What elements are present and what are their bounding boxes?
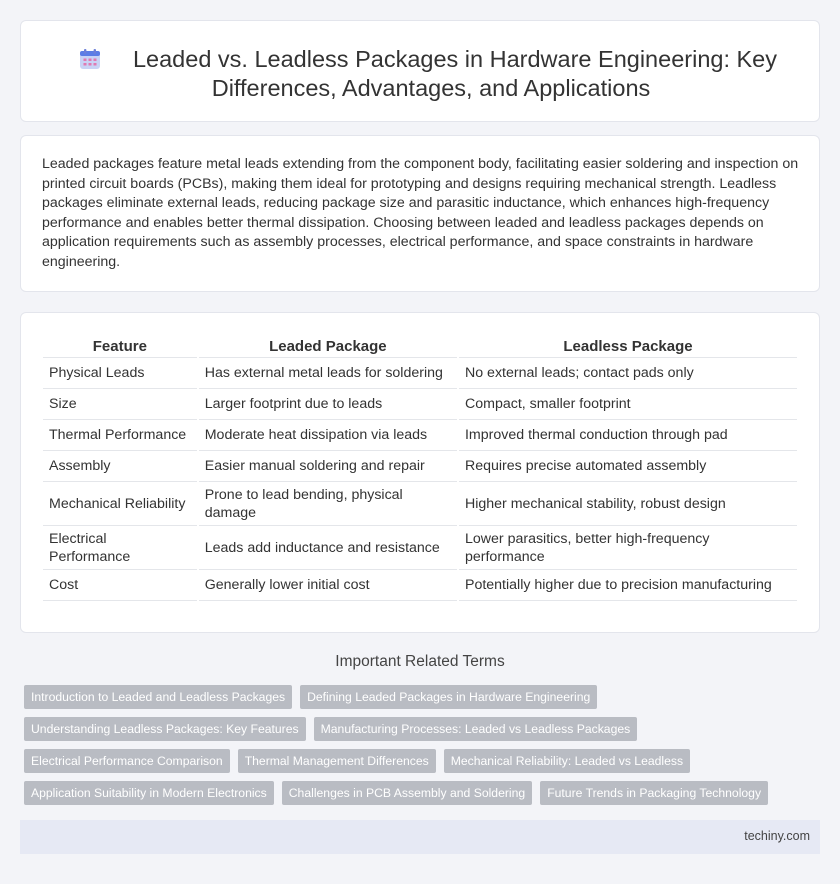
cell-leadless: Higher mechanical stability, robust design [459,482,797,526]
table-header-row [43,334,797,358]
cell-leaded: Generally lower initial cost [199,570,457,601]
related-tag[interactable]: Application Suitability in Modern Electronics [24,781,274,805]
table-row [43,526,797,570]
related-tag[interactable]: Understanding Leadless Packages: Key Features [24,717,306,741]
cell-feature: Size [43,389,197,420]
cell-leadless: No external leads; contact pads only [459,358,797,389]
related-tag[interactable]: Mechanical Reliability: Leaded vs Leadless [444,749,690,773]
cell-leadless: Improved thermal conduction through pad [459,420,797,451]
page-title [81,45,781,103]
title-card [20,20,820,122]
page-title-line-2: Differences, Advantages, and Applications [211,75,651,101]
footer-site[interactable]: techiny.com [744,829,810,843]
related-terms-title: Important Related Terms [335,653,505,670]
cell-leadless: Lower parasitics, better high-frequency performance [459,526,797,570]
tag-row [24,749,690,773]
table-row [43,570,797,601]
tag-row [24,685,597,709]
tag-row [24,781,768,805]
table-row [43,482,797,526]
table-row [43,358,797,389]
table-row [43,389,797,420]
cell-feature: Thermal Performance [43,420,197,451]
cell-leadless: Compact, smaller footprint [459,389,797,420]
cell-leaded: Leads add inductance and resistance [199,526,457,570]
cell-feature: Mechanical Reliability [43,482,197,526]
cell-leaded: Easier manual soldering and repair [199,451,457,482]
related-tag[interactable]: Thermal Management Differences [238,749,436,773]
footer [20,820,820,854]
related-tag[interactable]: Future Trends in Packaging Technology [540,781,768,805]
tag-row [24,717,637,741]
summary-text: Leaded packages feature metal leads extending from the component body, facilitating easier soldering and inspection on printed circuit boards (PCBs), making them ideal for prototyping and designs requiring mechanical strength. Leadless packages eliminate external leads, reducing package size and parasitic inductance, which enhances high-frequency performance and enables better thermal dissipation. Choosing between leaded and leadless packages depends on application requirements such as assembly processes, electrical performance, and space constraints in hardware engineering. [42,156,799,270]
summary-card [20,135,820,292]
cell-leadless: Potentially higher due to precision manufacturing [459,570,797,601]
comparison-table-card [20,312,820,633]
cell-leaded: Moderate heat dissipation via leads [199,420,457,451]
cell-leaded: Prone to lead bending, physical damage [199,482,457,526]
cell-feature: Physical Leads [43,358,197,389]
related-tag[interactable]: Defining Leaded Packages in Hardware Engineering [300,685,597,709]
header-leadless: Leadless Package [459,334,797,358]
table-row [43,451,797,482]
cell-leadless: Requires precise automated assembly [459,451,797,482]
related-tag[interactable]: Challenges in PCB Assembly and Soldering [282,781,532,805]
cell-leaded: Has external metal leads for soldering [199,358,457,389]
cell-feature: Assembly [43,451,197,482]
related-tag[interactable]: Introduction to Leaded and Leadless Packages [24,685,292,709]
related-tag[interactable]: Manufacturing Processes: Leaded vs Leadless Packages [314,717,638,741]
cell-feature: Cost [43,570,197,601]
cell-feature: Electrical Performance [43,526,197,570]
cell-leaded: Larger footprint due to leads [199,389,457,420]
table-row [43,420,797,451]
header-leaded: Leaded Package [199,334,457,358]
header-feature: Feature [43,334,197,358]
related-tag[interactable]: Electrical Performance Comparison [24,749,230,773]
comparison-table [41,334,799,601]
page-title-line-1: Leaded vs. Leadless Packages in Hardware Engineering: Key [132,46,778,72]
